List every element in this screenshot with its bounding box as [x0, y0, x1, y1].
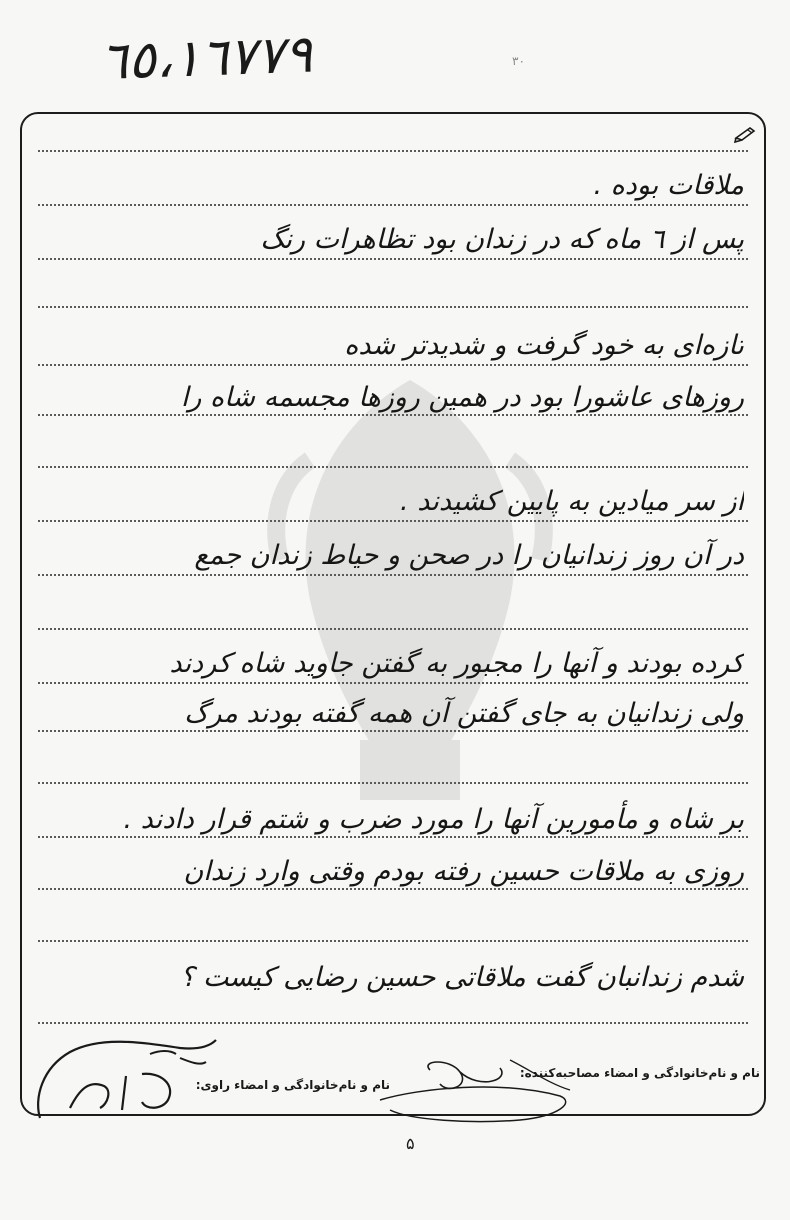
interviewer-signature	[360, 1050, 580, 1130]
text-line: روزی به ملاقات حسین رفته بودم وقتی وارد زندان	[183, 856, 744, 887]
pen-icon	[734, 124, 758, 144]
ruled-line	[38, 628, 748, 630]
text-line: کرده بودند و آنها را مجبور به گفتن جاوید شاه کردند	[169, 648, 744, 679]
ruled-line	[38, 940, 748, 942]
text-line: روزهای عاشورا بود در همین روزها مجسمه شاه را	[180, 382, 744, 413]
ruled-line	[38, 306, 748, 308]
text-line: تازه‌ای به خود گرفت و شدیدتر شده	[344, 330, 744, 361]
ruled-line	[38, 150, 748, 152]
text-line: ملاقات بوده .	[593, 170, 744, 201]
text-line: بر شاه و مأمورین آنها را مورد ضرب و شتم قرار دادند .	[123, 804, 744, 835]
text-line: ولی زندانیان به جای گفتن آن همه گفته بودند مرگ	[184, 698, 744, 729]
text-line: شدم زندانبان گفت ملاقاتی حسین رضایی کیست ؟	[180, 962, 744, 993]
ruled-line	[38, 466, 748, 468]
text-line: پس از ٦ ماه که در زندان بود تظاهرات رنگ	[260, 224, 744, 255]
ruled-line	[38, 782, 748, 784]
ruled-line	[38, 1022, 748, 1024]
narrator-signature-label: نام و نام‌خانوادگی و امضاء راوی:	[195, 1078, 390, 1092]
interviewer-signature-label: نام و نام‌خانوادگی و امضاء مصاحبه‌کننده:	[519, 1066, 760, 1080]
page-number: ۵	[406, 1134, 415, 1153]
narrator-signature	[30, 1028, 220, 1128]
reference-number: ٦٥،١٦٧٧٩	[98, 24, 314, 92]
text-line: در آن روز زندانیان را در صحن و حیاط زندان جمع	[194, 540, 744, 571]
text-line: از سر میادین به پایین کشیدند .	[400, 486, 744, 517]
emblem-watermark	[250, 360, 570, 820]
corner-mark: ٣٠	[512, 54, 525, 68]
narrator-signature-name	[0, 0, 6, 1]
